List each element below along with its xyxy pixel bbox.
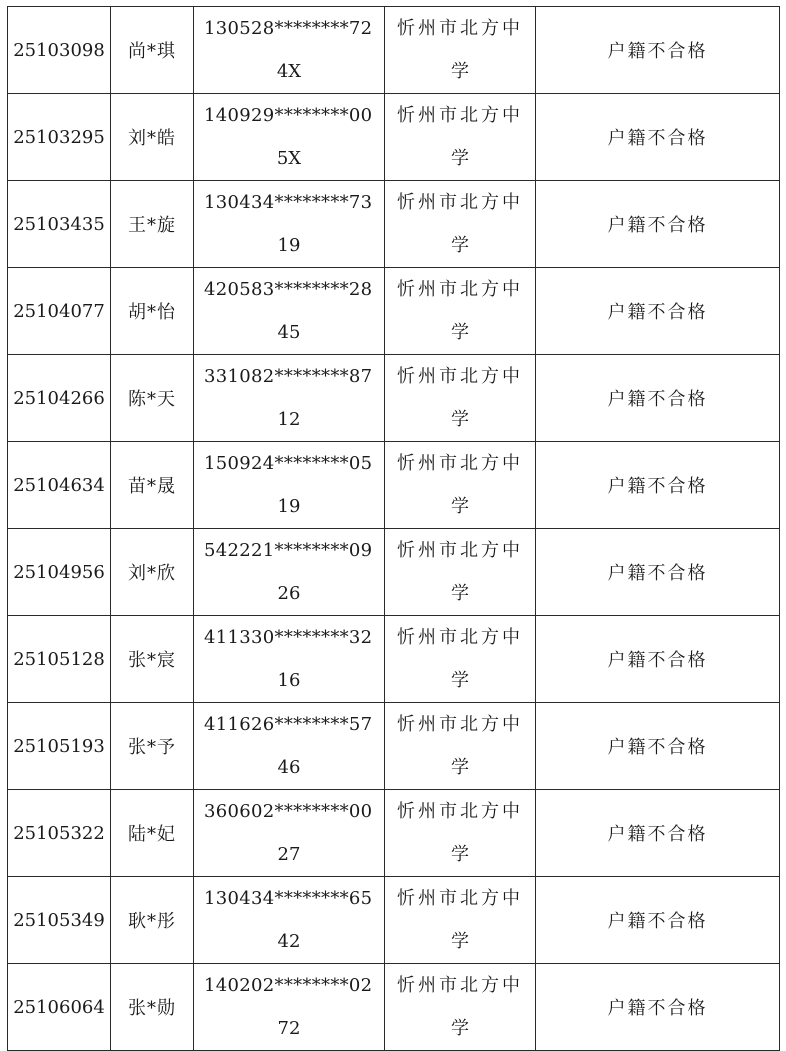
table-row (8, 7, 780, 94)
school-line2: 学 (451, 148, 469, 169)
cell-school (385, 181, 536, 268)
student-name: 尚*琪 (128, 41, 176, 62)
student-name: 陆*妃 (128, 824, 176, 845)
cell-name (111, 877, 194, 964)
cell-idcard (194, 790, 385, 877)
cell-exam-id (8, 181, 111, 268)
cell-exam-id (8, 790, 111, 877)
reason-text: 户籍不合格 (607, 824, 708, 845)
school-line1: 忻州市北方中 (397, 105, 523, 126)
idcard-line1: 140929********00 (204, 105, 373, 126)
student-name: 张*勋 (128, 998, 176, 1019)
reason-text: 户籍不合格 (607, 215, 708, 236)
idcard-line2: 12 (277, 409, 301, 430)
cell-name (111, 94, 194, 181)
cell-reason (536, 964, 780, 1051)
cell-reason (536, 181, 780, 268)
exam-id: 25105349 (13, 909, 105, 931)
cell-exam-id (8, 529, 111, 616)
reason-text: 户籍不合格 (607, 650, 708, 671)
idcard-line2: 19 (277, 235, 301, 256)
school-line2: 学 (451, 322, 469, 343)
cell-exam-id (8, 268, 111, 355)
cell-name (111, 964, 194, 1051)
cell-reason (536, 442, 780, 529)
cell-name (111, 616, 194, 703)
idcard-line1: 130528********72 (204, 18, 373, 39)
idcard-line1: 150924********05 (204, 453, 373, 474)
cell-idcard (194, 355, 385, 442)
idcard-line2: 45 (277, 322, 301, 343)
reason-text: 户籍不合格 (607, 737, 708, 758)
roster-table (7, 6, 780, 1051)
cell-idcard (194, 616, 385, 703)
school-line2: 学 (451, 931, 469, 952)
idcard-line1: 542221********09 (204, 540, 373, 561)
cell-exam-id (8, 355, 111, 442)
cell-school (385, 529, 536, 616)
school-line2: 学 (451, 583, 469, 604)
table-row (8, 790, 780, 877)
cell-school (385, 7, 536, 94)
student-name: 刘*欣 (128, 563, 176, 584)
student-name: 王*旋 (128, 215, 176, 236)
cell-idcard (194, 703, 385, 790)
school-line1: 忻州市北方中 (397, 975, 523, 996)
cell-name (111, 268, 194, 355)
cell-name (111, 442, 194, 529)
school-line1: 忻州市北方中 (397, 627, 523, 648)
exam-id: 25106064 (13, 996, 105, 1018)
cell-idcard (194, 529, 385, 616)
idcard-line1: 411330********32 (204, 627, 373, 648)
table-row (8, 355, 780, 442)
school-line2: 学 (451, 496, 469, 517)
table-row (8, 181, 780, 268)
school-line1: 忻州市北方中 (397, 279, 523, 300)
cell-exam-id (8, 964, 111, 1051)
cell-exam-id (8, 703, 111, 790)
cell-idcard (194, 964, 385, 1051)
cell-exam-id (8, 877, 111, 964)
table-row (8, 529, 780, 616)
cell-name (111, 529, 194, 616)
reason-text: 户籍不合格 (607, 128, 708, 149)
cell-exam-id (8, 7, 111, 94)
school-line2: 学 (451, 670, 469, 691)
cell-name (111, 355, 194, 442)
school-line1: 忻州市北方中 (397, 888, 523, 909)
school-line1: 忻州市北方中 (397, 366, 523, 387)
exam-id: 25104266 (13, 387, 105, 409)
idcard-line1: 130434********73 (204, 192, 373, 213)
table-row (8, 442, 780, 529)
cell-school (385, 790, 536, 877)
reason-text: 户籍不合格 (607, 302, 708, 323)
idcard-line1: 420583********28 (204, 279, 373, 300)
reason-text: 户籍不合格 (607, 911, 708, 932)
cell-school (385, 703, 536, 790)
cell-exam-id (8, 616, 111, 703)
exam-id: 25104956 (13, 561, 105, 583)
exam-id: 25105322 (13, 822, 105, 844)
table-row (8, 94, 780, 181)
exam-id: 25105193 (13, 735, 105, 757)
cell-reason (536, 616, 780, 703)
idcard-line2: 27 (277, 844, 301, 865)
cell-name (111, 703, 194, 790)
cell-idcard (194, 7, 385, 94)
exam-id: 25105128 (13, 648, 105, 670)
school-line2: 学 (451, 235, 469, 256)
cell-reason (536, 877, 780, 964)
student-name: 胡*怡 (128, 302, 176, 323)
cell-school (385, 877, 536, 964)
idcard-line2: 42 (277, 931, 301, 952)
school-line2: 学 (451, 1018, 469, 1039)
cell-school (385, 964, 536, 1051)
reason-text: 户籍不合格 (607, 389, 708, 410)
idcard-line2: 16 (277, 670, 301, 691)
cell-idcard (194, 94, 385, 181)
reason-text: 户籍不合格 (607, 563, 708, 584)
school-line1: 忻州市北方中 (397, 801, 523, 822)
idcard-line1: 411626********57 (204, 714, 373, 735)
school-line2: 学 (451, 61, 469, 82)
cell-idcard (194, 268, 385, 355)
idcard-line2: 72 (277, 1018, 301, 1039)
student-name: 张*予 (128, 737, 176, 758)
cell-reason (536, 268, 780, 355)
cell-idcard (194, 877, 385, 964)
roster-body (8, 7, 780, 1051)
table-row (8, 268, 780, 355)
cell-reason (536, 703, 780, 790)
school-line1: 忻州市北方中 (397, 18, 523, 39)
cell-name (111, 7, 194, 94)
cell-idcard (194, 181, 385, 268)
idcard-line1: 140202********02 (204, 975, 373, 996)
reason-text: 户籍不合格 (607, 998, 708, 1019)
idcard-line1: 130434********65 (204, 888, 373, 909)
reason-text: 户籍不合格 (607, 41, 708, 62)
school-line1: 忻州市北方中 (397, 453, 523, 474)
reason-text: 户籍不合格 (607, 476, 708, 497)
idcard-line2: 5X (276, 148, 302, 169)
exam-id: 25103098 (13, 39, 105, 61)
student-name: 耿*彤 (128, 911, 176, 932)
cell-school (385, 616, 536, 703)
school-line2: 学 (451, 409, 469, 430)
cell-reason (536, 790, 780, 877)
cell-reason (536, 7, 780, 94)
school-line1: 忻州市北方中 (397, 540, 523, 561)
cell-school (385, 268, 536, 355)
student-name: 刘*皓 (128, 128, 176, 149)
table-row (8, 964, 780, 1051)
exam-id: 25103435 (13, 213, 105, 235)
cell-exam-id (8, 94, 111, 181)
idcard-line1: 360602********00 (204, 801, 373, 822)
table-row (8, 703, 780, 790)
idcard-line2: 26 (277, 583, 301, 604)
table-row (8, 616, 780, 703)
school-line1: 忻州市北方中 (397, 714, 523, 735)
exam-id: 25103295 (13, 126, 105, 148)
table-row (8, 877, 780, 964)
idcard-line1: 331082********87 (204, 366, 373, 387)
idcard-line2: 19 (277, 496, 301, 517)
cell-school (385, 94, 536, 181)
cell-reason (536, 355, 780, 442)
student-name: 苗*晟 (128, 476, 176, 497)
cell-exam-id (8, 442, 111, 529)
student-name: 张*宸 (128, 650, 176, 671)
cell-school (385, 442, 536, 529)
exam-id: 25104634 (13, 474, 105, 496)
cell-reason (536, 529, 780, 616)
school-line2: 学 (451, 757, 469, 778)
cell-school (385, 355, 536, 442)
idcard-line2: 4X (276, 61, 302, 82)
cell-reason (536, 94, 780, 181)
school-line1: 忻州市北方中 (397, 192, 523, 213)
cell-idcard (194, 442, 385, 529)
school-line2: 学 (451, 844, 469, 865)
exam-id: 25104077 (13, 300, 105, 322)
cell-name (111, 181, 194, 268)
student-name: 陈*天 (128, 389, 176, 410)
cell-name (111, 790, 194, 877)
idcard-line2: 46 (277, 757, 301, 778)
